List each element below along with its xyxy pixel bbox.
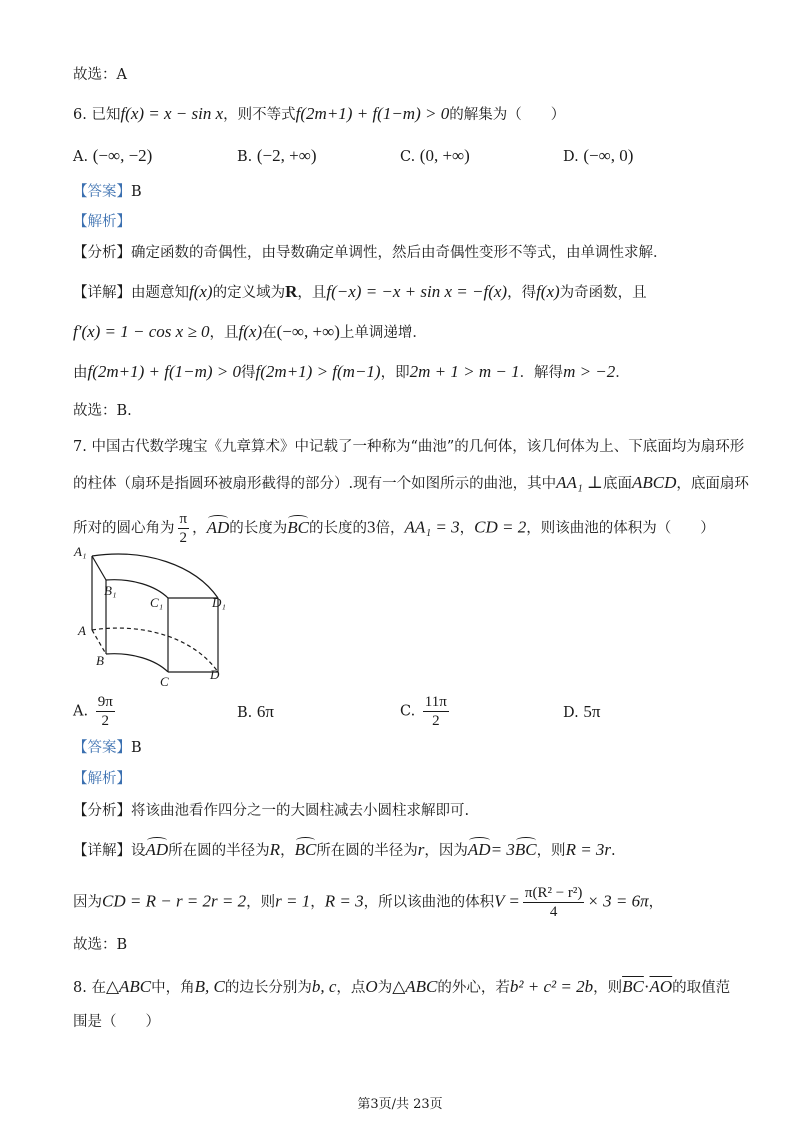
vector-ao: $\overline{AO}$ [649,977,673,996]
q6-stem-mid: ，则不等式 [223,107,296,123]
q5-final-answer: 故选：A [73,67,127,83]
q7-curved-pool-figure [70,540,250,690]
q6-function: f(x) = x − sin x [120,104,224,123]
q7-fenxi: 【分析】将该曲池看作四分之一的大圆柱减去小圆柱求解即可. [73,803,470,819]
q7-detail-line-1: 【详解】设AD所在圆的半径为R，BC所在圆的半径为r，因为AD= 3BC，则R = 3r. [73,840,616,859]
arc-bc: BC [287,517,309,537]
q7-analysis-tag: 【解析】 [73,771,131,787]
q6-option-c: C. (0, +∞) [400,146,470,165]
q7-option-d: D. 5π [563,702,601,721]
label-c: C [160,674,169,689]
q7-detail-line-2: 因为CD = R − r = 2r = 2，则r = 1，R = 3，所以该曲池的体积V = $\frac{\text{π(R² − r²)}}{4}$ × 3 = 6π， [73,885,664,920]
q6-inequality: f(2m+1) + f(1−m) > 0 [295,104,450,123]
q6-stem-suffix: 的解集为（ ） [449,107,566,123]
label-d1: D₁ [212,595,226,610]
page-footer: 第3页/共 23页 [357,1097,443,1112]
q6-stem-prefix: 已知 [91,107,121,123]
q7-stem-line-1: 7. 中国古代数学瑰宝《九章算术》中记载了一种称为“曲池”的几何体，该几何体为上、下底面均为扇环形 [73,439,745,455]
label-d: D [210,667,220,682]
q7-final-answer: 故选：B [73,937,128,953]
q6-option-b: B. (−2, +∞) [237,146,317,165]
q7-stem-line-2: 的柱体（扇环是指圆环被扇形截得的部分）.现有一个如图所示的曲池，其中AA₁ ⊥底面ABCD，底面扇环 [73,473,749,492]
q6-final-answer: 故选：B. [73,403,132,419]
q7-option-a: A. $\frac{9\pi}{2}$ [73,694,113,729]
inner-bottom-arc [106,654,168,672]
label-b1: B₁ [104,583,117,598]
bottom-edge-ab-hidden [92,630,106,654]
vector-bc: $\overline{BC}$ [622,977,644,996]
arc-ad: AD [206,517,230,537]
q6-option-d: D. (−∞, 0) [563,146,634,165]
q7-answer: 【答案】B [73,740,142,756]
q7-stem-line-3: 所对的圆心角为 $\frac{\pi}{2}$ ，AD的长度为BC的长度的3倍，AA₁ = 3，CD = 2，则该曲池的体积为（ ） [73,511,715,546]
label-b: B [96,653,104,668]
top-edge-a1b1 [92,556,106,580]
q6-option-a: A. (−∞, −2) [73,146,153,165]
q6-answer: 【答案】B [73,184,142,200]
q6-fenxi: 【分析】确定函数的奇偶性，由导数确定单调性，然后由奇偶性变形不等式，由单调性求解． [73,245,668,261]
q6-detail-line-2: f′(x) = 1 − cos x ≥ 0，且f(x)在(−∞, +∞)上单调递增． [73,322,427,341]
outer-bottom-arc-hidden [92,628,218,672]
label-a1: A₁ [74,544,87,559]
q7-option-b: B. 6π [237,702,274,721]
label-c1: C₁ [150,595,164,610]
q6-stem [73,104,565,124]
q7-option-c: C. $\frac{11\pi}{2}$ [400,694,447,729]
q6-detail-line-1: 【详解】由题意知f(x)的定义域为R，且f(−x) = −x + sin x = −f(x)，得f(x)为奇函数，且 [73,282,647,301]
q8-stem-line-1: 8. 在△ABC中，角B, C的边长分别为b, c，点O为△ABC的外心，若b² + c² = 2b，则$\overline{BC}\cdot\overline{AO}$的取值范 [73,977,731,996]
q6-analysis-tag: 【解析】 [73,214,131,230]
q6-number: 6. [73,107,92,123]
label-a: A [78,623,86,638]
answer-tag: 【答案】 [73,184,131,200]
q6-detail-line-3: 由f(2m+1) + f(1−m) > 0得f(2m+1) > f(m−1)，即2m + 1 > m − 1．解得m > −2． [73,362,630,381]
q8-stem-line-2: 围是（ ） [73,1014,160,1030]
